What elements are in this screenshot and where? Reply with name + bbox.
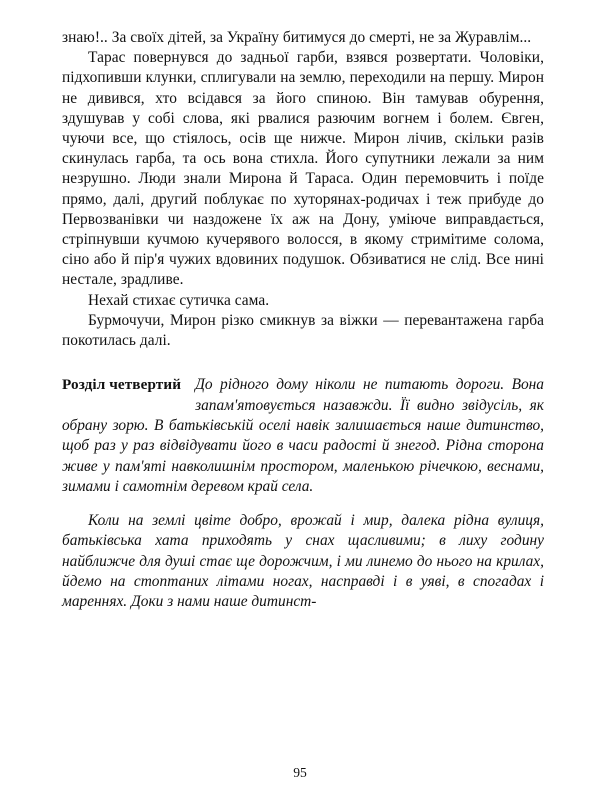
paragraph: Нехай стихає сутичка сама. xyxy=(88,291,270,309)
page-number: 95 xyxy=(293,765,307,780)
paragraph: До рідного дому ніколи не питають дороги. Вона запам'ятовується назавжди. Її видно звідусіль, як обрану зорю. В батьківській оселі навік залишається наше дитинство, щоб раз у раз відвідувати його в часи радості й знегод. Рідна сторона живе у пам'яті навколишнім простором, маленькою річечкою, веснами, зимами і самотнім деревом край села. xyxy=(62,376,544,496)
chapter-section xyxy=(62,375,544,497)
chapter-second-paragraph-block xyxy=(62,511,544,613)
paragraph: Тарас повернувся до задньої гарби, взявся розвертати. Чоловіки, підхопивши клунки, сплигували на землю, переходили на першу. Мирон не дивився, хто всідався за його спиною. Він тамував обурення, здушував у собі слова, які рвалися разючим вогнем і болем. Євген, чуючи все, що стіялось, осів ще нижче. Мирон лічив, скільки разів скинулась гарба, та ось вона стихла. Його супутники лежали за ним незрушно. Люди знали Мирона й Тараса. Один перемовчить і поїде прямо, далі, другий поблукає по хуторянах-родичах і теж прибуде до Первозванівки чи наздожене їх аж на Дону, уміюче виправдається, стріпнувши кучмою кучерявого волосся, в якому стримітиме солома, сіно або й пір'я чужих вдовиних подушок. Обзиватися не слід. Все нині нестале, зрадливе. xyxy=(62,49,544,289)
paragraph: знаю!.. За своїх дітей, за Україну битимуся до смерті, не за Журавлім... xyxy=(62,29,532,46)
chapter-heading: Розділ четвертий xyxy=(62,376,182,394)
paragraph: Коли на землі цвіте добро, врожай і мир, далека рідна вулиця, батьківська хата приходять у снах щасливими; в лиху годину найближче для душі стає ще дорожчим, і ми линемо до нього на крилах, йдемо на стоптаних літами ногах, насправді і в уяві, в спогадах і мареннях. Доки з нами наше дитинст- xyxy=(62,511,544,611)
paragraph: Бурмочучи, Мирон різко смикнув за віжки — перевантажена гарба покотилась далі. xyxy=(62,311,544,350)
main-text-block xyxy=(62,28,544,351)
